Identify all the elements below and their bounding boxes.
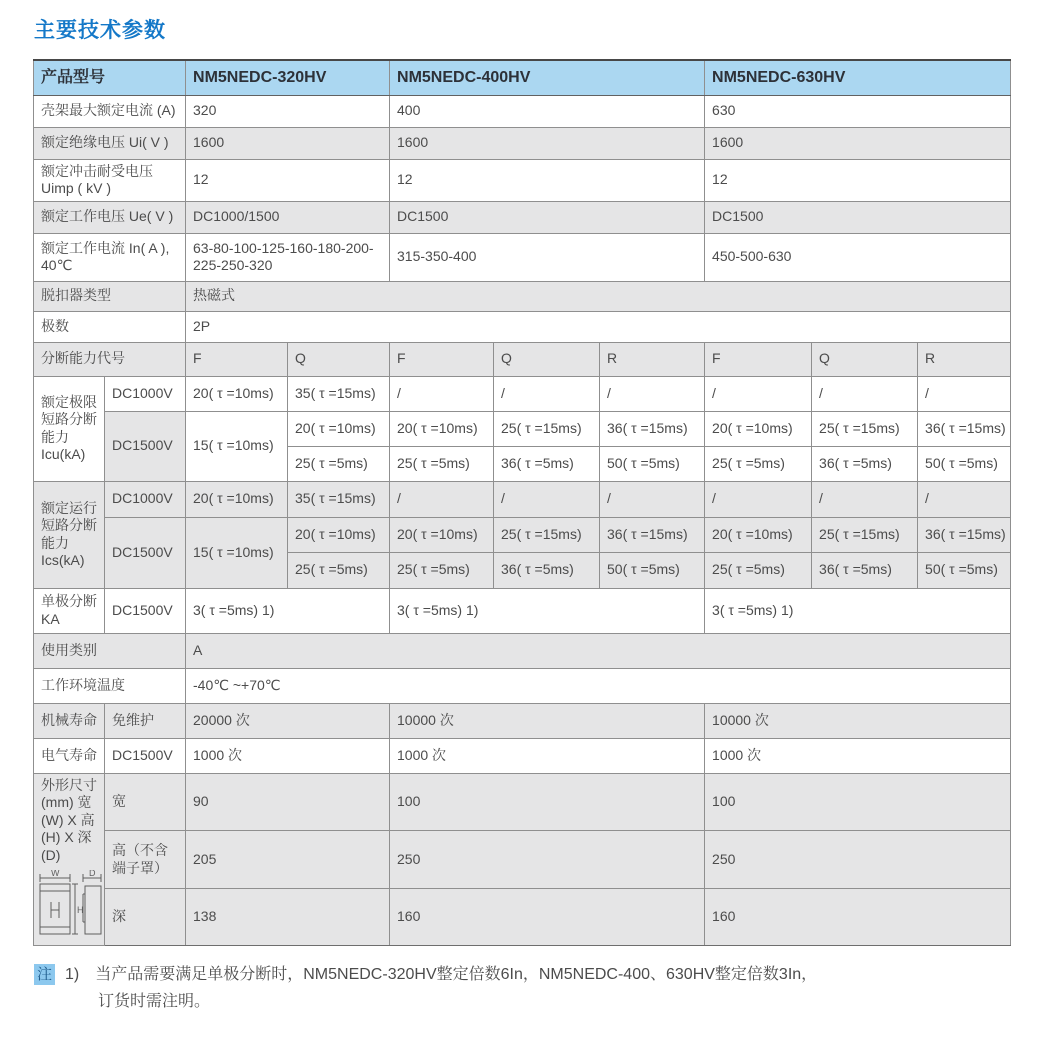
row-frame-current [34,95,1011,127]
row-mechanical-life [34,703,1011,738]
cell-value: 25( τ =15ms) [494,411,600,446]
diagram-d-label: D [89,870,96,878]
row-label: 额定极限短路分断能力 Icu(kA) [34,376,105,481]
cell-value: 35( τ =15ms) [288,376,390,411]
cell-value: 12 [186,159,390,201]
row-label: 额定工作电流 In( A ), 40℃ [34,233,186,281]
cell-value: 250 [390,831,705,889]
cell-value: 315-350-400 [390,233,705,281]
sub-label: DC1500V [105,517,186,588]
cell-value: 50( τ =5ms) [918,446,1011,481]
row-ics-dc1500-1 [34,517,1011,552]
footnote [34,961,1010,1015]
cell-value: 20( τ =10ms) [288,517,390,552]
row-label: 工作环境温度 [34,668,186,703]
diagram-w-label: W [51,870,60,878]
row-label: 单极分断 KA [34,588,105,633]
cell-value: 1000 次 [186,738,390,773]
cell-value: Q [494,342,600,376]
cell-value: 15( τ =10ms) [186,517,288,588]
cell-value: 12 [705,159,1011,201]
cell-value: 2P [186,311,1011,342]
cell-value: 25( τ =5ms) [288,552,390,588]
row-label: 额定工作电压 Ue( V ) [34,201,186,233]
cell-value: 1600 [705,127,1011,159]
cell-value: 160 [390,889,705,946]
cell-value: 10000 次 [705,703,1011,738]
sub-label: 宽 [105,773,186,831]
cell-value: 25( τ =15ms) [812,517,918,552]
note-line: 订货时需注明。 [98,993,211,1011]
row-label: 使用类别 [34,633,186,668]
cell-value: DC1500 [390,201,705,233]
row-trip-type [34,281,1011,311]
diagram-h-label: H [77,905,84,915]
cell-value: DC1500 [705,201,1011,233]
row-icu-dc1500-1 [34,411,1011,446]
cell-value: 3( τ =5ms) 1) [186,588,390,633]
cell-value: R [600,342,705,376]
row-label: 额定绝缘电压 Ui( V ) [34,127,186,159]
cell-value: 25( τ =15ms) [812,411,918,446]
cell-value: 10000 次 [390,703,705,738]
cell-value: 36( τ =15ms) [918,517,1011,552]
cell-value: 20( τ =10ms) [288,411,390,446]
cell-value: F [186,342,288,376]
row-label: 额定冲击耐受电压 Uimp ( kV ) [34,159,186,201]
sub-label: DC1500V [105,411,186,481]
cell-value: / [812,376,918,411]
cell-value: F [705,342,812,376]
cell-value: 400 [390,95,705,127]
cell-value: 450-500-630 [705,233,1011,281]
sub-label: 深 [105,889,186,946]
cell-value: 20( τ =10ms) [186,376,288,411]
cell-value: 36( τ =5ms) [494,552,600,588]
cell-value: 1600 [390,127,705,159]
row-ambient-temperature [34,668,1011,703]
cell-value: 3( τ =5ms) 1) [705,588,1011,633]
cell-value: 160 [705,889,1011,946]
cell-value: 630 [705,95,1011,127]
row-working-current [34,233,1011,281]
dimensions-label: 外形尺寸 (mm) 宽 (W) X 高 (H) X 深 (D) [41,776,97,863]
cell-value: 3( τ =5ms) 1) [390,588,705,633]
row-label: 脱扣器类型 [34,281,186,311]
cell-value: 36( τ =15ms) [600,517,705,552]
cell-value: / [705,481,812,517]
cell-value: 25( τ =5ms) [705,446,812,481]
cell-value: 90 [186,773,390,831]
table-header-row [34,60,1011,95]
sub-label: 免维护 [105,703,186,738]
cell-value: 250 [705,831,1011,889]
cell-value: A [186,633,1011,668]
sub-label: 高（不含端子罩） [105,831,186,889]
cell-value: 25( τ =5ms) [390,446,494,481]
row-label: 分断能力代号 [34,342,186,376]
cell-value: 50( τ =5ms) [600,446,705,481]
spec-table [33,59,1011,946]
note-marker: 注 [34,964,55,985]
cell-value: 热磁式 [186,281,1011,311]
sub-label: DC1500V [105,588,186,633]
cell-value: 320 [186,95,390,127]
cell-value: 138 [186,889,390,946]
row-label: 机械寿命 [34,703,105,738]
row-insulation-voltage [34,127,1011,159]
row-label: 额定运行短路分断能力 Ics(kA) [34,481,105,588]
cell-value: / [390,376,494,411]
cell-value: 20( τ =10ms) [390,411,494,446]
sub-label: DC1000V [105,481,186,517]
cell-value: 36( τ =15ms) [918,411,1011,446]
cell-value: 25( τ =15ms) [494,517,600,552]
cell-value: 1000 次 [705,738,1011,773]
cell-value: 36( τ =5ms) [494,446,600,481]
cell-value: DC1000/1500 [186,201,390,233]
row-label: 极数 [34,311,186,342]
cell-value: R [918,342,1011,376]
cell-value: Q [812,342,918,376]
row-single-pole [34,588,1011,633]
cell-value: / [600,376,705,411]
row-usage-category [34,633,1011,668]
cell-value: 1600 [186,127,390,159]
header-product-model: 产品型号 [34,60,186,95]
note-text [65,961,817,1015]
cell-value: / [812,481,918,517]
cell-value: 20( τ =10ms) [705,411,812,446]
cell-value: 12 [390,159,705,201]
cell-value: 25( τ =5ms) [288,446,390,481]
cell-value: -40℃ ~+70℃ [186,668,1011,703]
cell-value: 25( τ =5ms) [390,552,494,588]
cell-value: F [390,342,494,376]
cell-value: 1000 次 [390,738,705,773]
cell-value: 36( τ =15ms) [600,411,705,446]
cell-value: 20( τ =10ms) [390,517,494,552]
page-title: 主要技术参数 [34,19,166,42]
dimension-diagram [39,870,105,942]
cell-value: 20( τ =10ms) [186,481,288,517]
sub-label: DC1500V [105,738,186,773]
cell-value: 50( τ =5ms) [918,552,1011,588]
cell-value: 63-80-100-125-160-180-200-225-250-320 [186,233,390,281]
row-poles [34,311,1011,342]
cell-value: 35( τ =15ms) [288,481,390,517]
row-label: 电气寿命 [34,738,105,773]
cell-value: / [918,481,1011,517]
row-dim-height [34,831,1011,889]
cell-value: / [918,376,1011,411]
cell-value: 50( τ =5ms) [600,552,705,588]
cell-value: / [494,481,600,517]
cell-value: Q [288,342,390,376]
cell-value: 20000 次 [186,703,390,738]
row-icu-dc1000 [34,376,1011,411]
row-label: 壳架最大额定电流 (A) [34,95,186,127]
cell-value: 36( τ =5ms) [812,446,918,481]
cell-value: / [705,376,812,411]
row-impulse-voltage [34,159,1011,201]
cell-value: / [390,481,494,517]
header-model-630hv: NM5NEDC-630HV [705,60,1011,95]
cell-value: / [600,481,705,517]
cell-value: 25( τ =5ms) [705,552,812,588]
cell-value: 15( τ =10ms) [186,411,288,481]
row-label-dimensions [34,773,105,946]
cell-value: 20( τ =10ms) [705,517,812,552]
cell-value: / [494,376,600,411]
sub-label: DC1000V [105,376,186,411]
row-dim-width [34,773,1011,831]
row-breaking-code [34,342,1011,376]
row-dim-depth [34,889,1011,946]
cell-value: 36( τ =5ms) [812,552,918,588]
cell-value: 100 [705,773,1011,831]
cell-value: 205 [186,831,390,889]
note-line: 1) 当产品需要满足单极分断时，NM5NEDC-320HV整定倍数6In，NM5NEDC-400、630HV整定倍数3In， [65,966,818,983]
header-model-320hv: NM5NEDC-320HV [186,60,390,95]
row-working-voltage [34,201,1011,233]
row-electrical-life [34,738,1011,773]
cell-value: 100 [390,773,705,831]
header-model-400hv: NM5NEDC-400HV [390,60,705,95]
row-ics-dc1000 [34,481,1011,517]
